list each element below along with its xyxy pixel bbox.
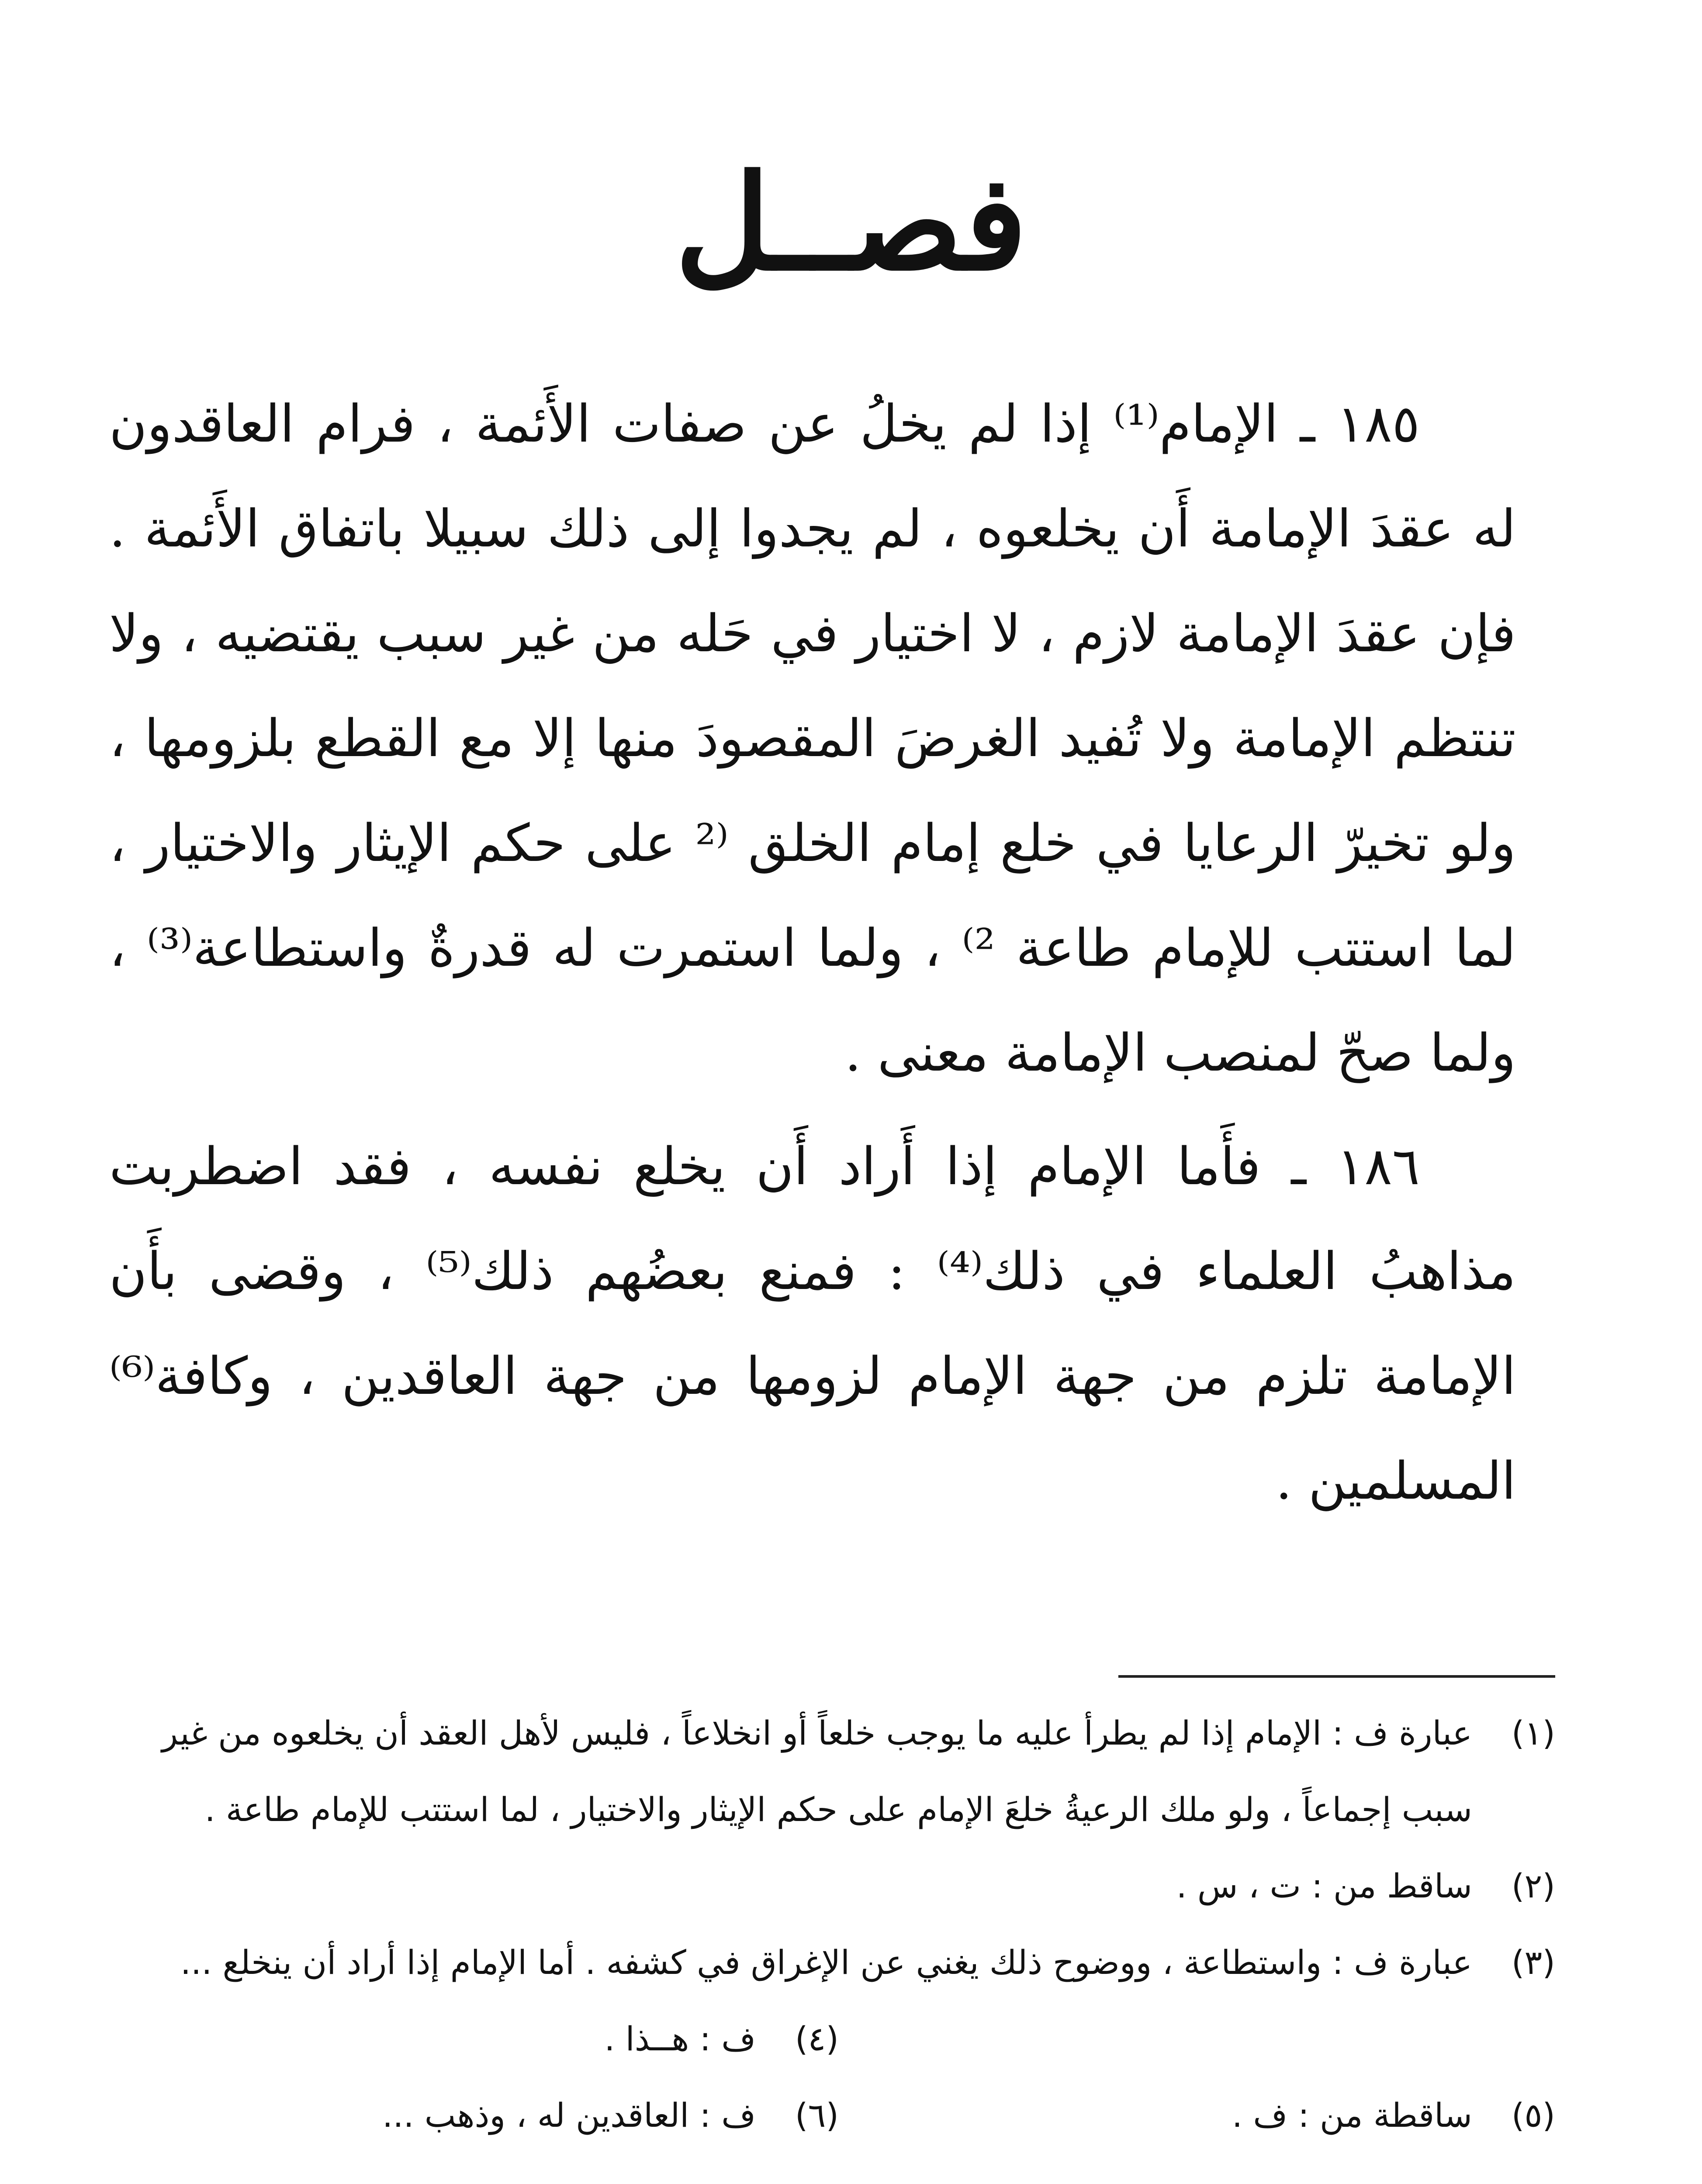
footnote-number: (٢) (1511, 1866, 1555, 1905)
footnote-2 (96, 1848, 1555, 1924)
footnote-separator (1118, 1675, 1555, 1678)
footnote-number: (٣) (1511, 1943, 1555, 1982)
paragraph-186: ١٨٦ ـ فأَما الإمام إذا أَراد أَن يخلع نفسه ، فقد اضطربت مذاهبُ العلماء في ذلك⁽⁴⁾ : فمنع بعضُهم ذلك⁽⁵⁾ ، وقضى بأَن الإمامة تلزم من جهة الإمام لزومها من جهة العاقدين ، وكافة⁽⁶⁾ المسلمين . (109, 1136, 1516, 1511)
footnote-number: (٤) (795, 2019, 839, 2058)
footnote-text: ف : هــذا . (604, 2019, 756, 2058)
footnote-row (96, 2001, 1555, 2077)
footnote-text: عبارة ف : واستطاعة ، ووضوح ذلك يغني عن الإغراق في كشفه . أما الإمام إذا أراد أن ينخلع ... (180, 1943, 1472, 1982)
footnote-text: ساقطة من : ف . (1232, 2096, 1472, 2135)
main-text (109, 371, 1516, 1542)
footnote-number: (٥) (1511, 2096, 1555, 2135)
footnote-number: (١) (1511, 1714, 1555, 1752)
footnote-text: ساقط من : ت ، س . (1176, 1866, 1472, 1905)
footnote-1 (96, 1695, 1555, 1848)
section-title: فصــل (675, 145, 1027, 300)
footnote-number: (٦) (795, 2096, 839, 2135)
footnote-text: عبارة ف : الإمام إذا لم يطرأ عليه ما يوجب خلعاً أو انخلاعاً ، فليس لأهل العقد أن يخلعوه من غير سبب إجماعاً ، ولو ملك الرعيةُ خلعَ الإمام على حكم الإيثار والاختيار ، لما استتب للإمام طاعة . (162, 1714, 1472, 1829)
footnote-3 (96, 1924, 1555, 2001)
footnote-text: ف : العاقدين له ، وذهب ... (382, 2096, 756, 2135)
paragraph-185: ١٨٥ ـ الإمام⁽¹⁾ إذا لم يخلُ عن صفات الأَئمة ، فرام العاقدون له عقدَ الإمامة أَن يخلعوه ، لم يجدوا إلى ذلك سبيلا باتفاق الأَئمة . فإن عقدَ الإمامة لازم ، لا اختيار في حَله من غير سبب يقتضيه ، ولا تنتظم الإمامة ولا تُفيد الغرضَ المقصودَ منها إلا مع القطع بلزومها ، ولو تخيرّ الرعايا في خلع إمام الخلق ⁽² على حكم الإيثار والاختيار ، لما استتب للإمام طاعة ²⁾ ، ولما استمرت له قدرةٌ واستطاعة⁽³⁾ ، ولما صحّ لمنصب الإمامة معنى . (109, 394, 1516, 1083)
footnote-6 (122, 2077, 839, 2153)
footnote-row (96, 2077, 1555, 2153)
footnotes (96, 1695, 1555, 2153)
footnote-4 (122, 2001, 839, 2077)
footnote-5 (839, 2077, 1555, 2153)
